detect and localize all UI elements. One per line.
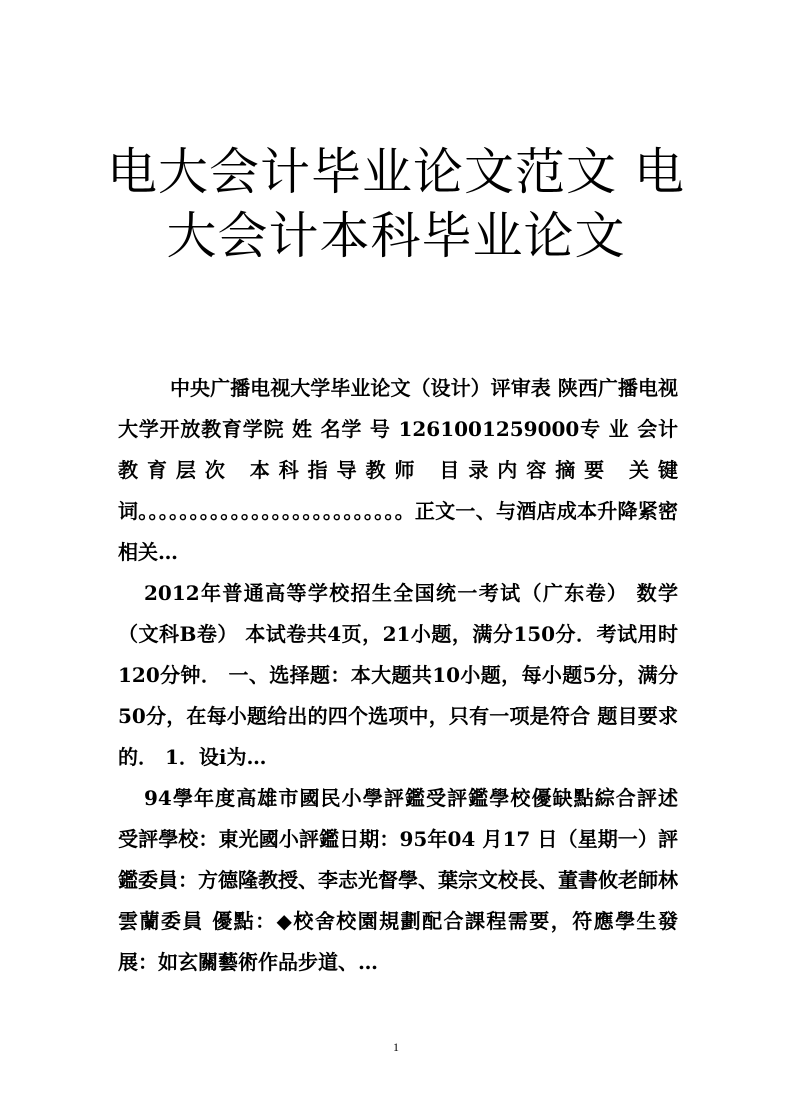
paragraph-school-evaluation: 94學年度高雄市國民小學評鑑受評鑑學校優缺點綜合評述 受評學校：東光國小評鑑日期：95年04 月17 日（星期一）評鑑委員：方德隆教授、李志光督學、葉宗文校長、董書攸老師林雲蘭委員 優點：◆校舍校園規劃配合課程需要，符應學生發展：如玄關藝術作品步道、…	[118, 786, 678, 974]
title-line-2: 大会计本科毕业论文	[166, 207, 626, 265]
paragraph-thesis-review-form: 中央广播电视大学毕业论文（设计）评审表 陕西广播电视大学开放教育学院 姓 名学 号 1261001259000专 业 会计教育层次 本科指导教师 目录内容摘要 关键词。。。。。。。。。。。。。。。。。。。。。。。。。。正文一、与酒店成本升降紧密相关…	[118, 376, 678, 564]
paragraph-exam-paper: 2012年普通高等学校招生全国统一考试（广东卷） 数学（文科B卷） 本试卷共4页，21小题，满分150分．考试用时120分钟． 一、选择题：本大题共10小题，每小题5分，满分50分，在每小题给出的四个选项中，只有一项是符合 题目要求的． 1．设i为…	[118, 581, 678, 769]
document-title	[60, 140, 732, 268]
document-body	[118, 368, 678, 983]
page-number: 1	[393, 1040, 399, 1054]
title-line-1: 电大会计毕业论文范文 电	[107, 143, 685, 201]
